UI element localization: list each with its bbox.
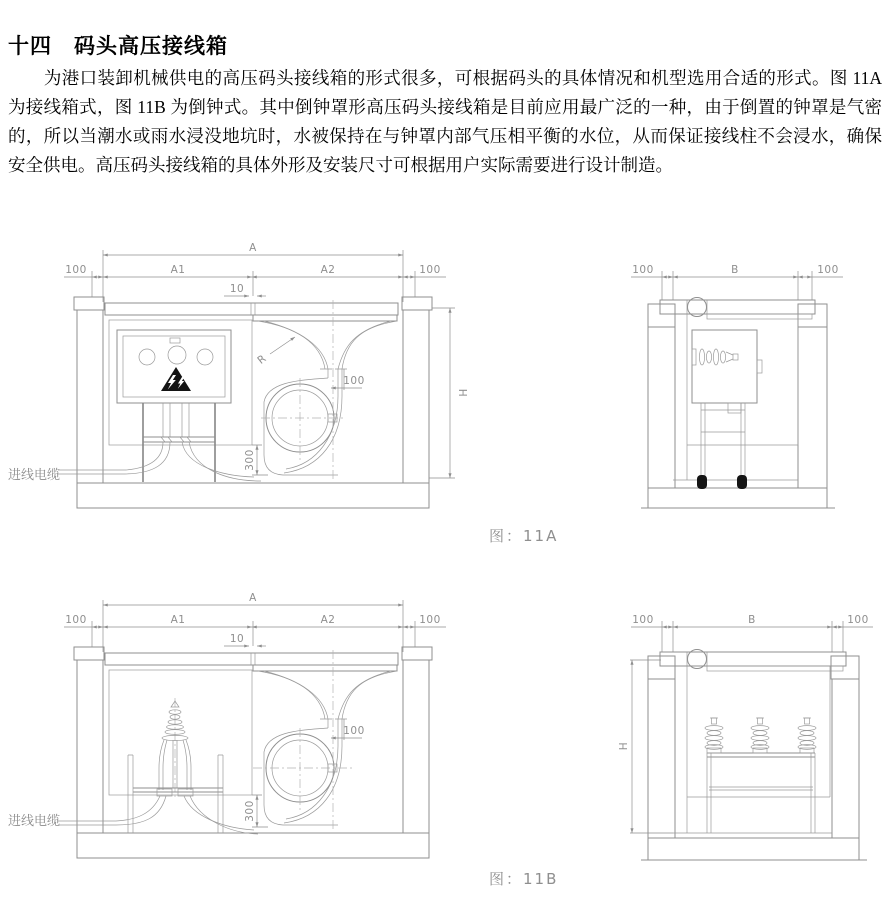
dim-label-depth: 300	[244, 800, 256, 822]
bell-duct-and-pipe	[258, 300, 397, 481]
dim-label-duct-width: 100	[343, 375, 365, 387]
cabinet-side	[692, 330, 762, 489]
dimensions-detail	[244, 719, 365, 827]
incoming-cable-label-11b: 进线电缆	[8, 814, 61, 829]
dim-label-overhang-left: 100	[632, 264, 654, 276]
dimensions-top	[64, 592, 446, 652]
dim-label-radius: R	[255, 352, 269, 367]
dim-label-width: B	[731, 264, 739, 276]
dim-label-height: H	[618, 741, 630, 751]
insulators	[705, 718, 816, 753]
dim-label-overhang-left: 100	[65, 614, 87, 626]
section-title: 十四 码头高压接线箱	[8, 34, 228, 58]
bell-duct-and-pipe	[253, 650, 397, 831]
insulator	[705, 718, 723, 753]
dim-label-a1: A1	[170, 264, 186, 276]
support-frame-and-cables	[58, 403, 261, 482]
dim-label-overhang-left: 100	[632, 614, 654, 626]
dim-label-overhang-right: 100	[847, 614, 869, 626]
dimensions-top	[631, 264, 843, 300]
dim-label-overhang-left: 100	[65, 264, 87, 276]
dimensions-top	[64, 242, 446, 302]
figure-11b-front-view-drawing	[56, 588, 480, 865]
dim-label-a2: A2	[320, 264, 336, 276]
dim-label-overhang-right: 100	[817, 264, 839, 276]
dim-label-total-width: A	[249, 592, 257, 604]
junction-box-panel	[117, 330, 231, 403]
body-paragraph: 为港口装卸机械供电的高压码头接线箱的形式很多，可根据码头的具体情况和机型选用合适的形式。图 11A 为接线箱式，图 11B 为倒钟式。其中倒钟罩形高压码头接线箱是目前应用最广泛的一种，由于倒置的钟罩是气密的，所以当潮水或雨水浸没地坑时，水被保持在与钟罩内部气压相平衡的水位，从而保证接线柱不会浸水，确保安全供电。高压码头接线箱的具体外形及安装尺寸可根据用户实际需要进行设计制造。	[8, 68, 882, 175]
dim-label-width: B	[748, 614, 756, 626]
dim-label-a1: A1	[170, 614, 186, 626]
dim-label-total-width: A	[249, 242, 257, 254]
figure-11a-front-view-drawing	[56, 238, 480, 515]
figure-11b-caption: 图：11B	[489, 870, 559, 888]
dimension-height	[618, 660, 673, 833]
cable-bushing	[692, 349, 738, 365]
high-voltage-warning-icon	[161, 367, 191, 391]
dim-label-gap: 10	[229, 633, 245, 645]
dimensions-top	[631, 614, 873, 652]
dim-label-depth: 300	[244, 449, 256, 471]
dim-label-overhang-right: 100	[419, 264, 441, 276]
dim-label-overhang-right: 100	[419, 614, 441, 626]
figure-11a-side-view-drawing	[615, 238, 873, 515]
dim-label-duct-width: 100	[343, 725, 365, 737]
figure-11a-caption: 图：11A	[489, 527, 559, 545]
figure-11b-side-view-drawing	[615, 588, 888, 878]
insulator	[798, 718, 816, 753]
dim-label-height: H	[456, 388, 468, 398]
pit-structure	[641, 650, 867, 861]
insulator	[751, 718, 769, 753]
dim-label-gap: 10	[229, 283, 245, 295]
dim-label-a2: A2	[320, 614, 336, 626]
insulator-stand	[707, 753, 815, 833]
inverted-bell-assembly	[58, 698, 258, 834]
incoming-cable-label-11a: 进线电缆	[8, 468, 61, 483]
